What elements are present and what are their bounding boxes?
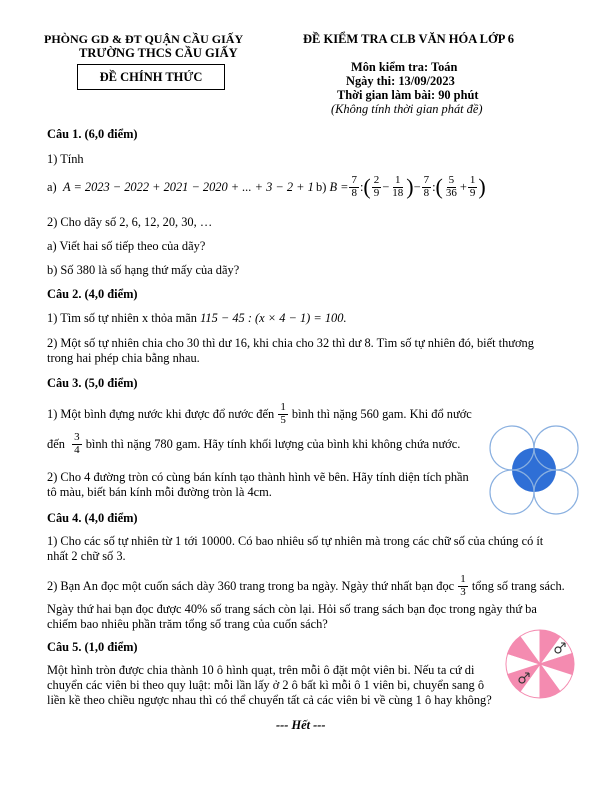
fraction: $\frac{3}{4}$ [74, 430, 80, 456]
q3-part1-line1: 1) Một bình đựng nước khi được đổ nước đến $\frac{1}{5}$ bình thì nặng 560 gam. Khi đổ nước [47, 400, 472, 426]
q1-part1: 1) Tính [47, 152, 84, 166]
q1-b-lhs: B = [329, 179, 349, 194]
exam-title: ĐỀ KIỂM TRA CLB VĂN HÓA LỚP 6 [303, 32, 515, 46]
paren-open: ( [363, 174, 371, 199]
exam-duration: Thời gian làm bài: 90 phút [337, 88, 479, 102]
circle-bottom-left [490, 470, 534, 514]
wheel-sectors [506, 630, 574, 698]
circle-top-left [490, 426, 534, 470]
fraction: $\frac{1}{9}$ [469, 173, 476, 199]
paren-close: ) [478, 174, 486, 199]
circle-bottom-right [534, 470, 578, 514]
q1-part2a: a) Viết hai số tiếp theo của dãy? [47, 239, 206, 253]
q3-title: Câu 3. (5,0 điểm) [47, 376, 138, 390]
official-label: ĐỀ CHÍNH THỨC [99, 70, 203, 84]
end-marker: --- Hết --- [276, 718, 326, 732]
q1-part2: 2) Cho dãy số 2, 6, 12, 20, 30, … [47, 215, 213, 229]
department-name: PHÒNG GD & ĐT QUẬN CẦU GIẤY [44, 32, 244, 46]
official-box [77, 64, 225, 90]
q4-part2-line2: Ngày thứ hai bạn đọc được 40% số trang sách còn lại. Hỏi số trang sách bạn đọc trong ngày thứ ba chiếm bao nhiêu phần trăm tổng số trang của cuốn sách? [47, 602, 537, 631]
fraction: $\frac{7}{8}$ [423, 173, 430, 199]
q4-part1: 1) Cho các số tự nhiên từ 1 tới 10000. Có bao nhiêu số tự nhiên mà trong các chữ số của chúng có ít nhất 2 chữ số 3. [47, 534, 544, 563]
fraction: $\frac{7}{8}$ [351, 173, 357, 199]
q3-part1-line2: đến $\frac{3}{4}$ bình thì nặng 780 gam. Hãy tính khối lượng của bình khi không chứa nước. [47, 430, 461, 456]
q1-a-label: a) [47, 180, 57, 194]
four-circles-figure-icon [488, 424, 580, 516]
fraction: $\frac{1}{5}$ [280, 400, 286, 426]
pie-wheel-figure-icon [504, 628, 576, 700]
paren-close: ) [406, 174, 414, 199]
school-name: TRƯỜNG THCS CẦU GIẤY [79, 46, 238, 60]
exam-date: Ngày thi: 13/09/2023 [346, 74, 455, 88]
q3-part2: 2) Cho 4 đường tròn có cùng bán kính tạo thành hình vẽ bên. Hãy tính diện tích phần tô màu, biết bán kính mỗi đường tròn là 4cm. [47, 470, 469, 499]
exam-note: (Không tính thời gian phát đề) [331, 102, 483, 116]
q5-part1: Một hình tròn được chia thành 10 ô hình quạt, trên mỗi ô đặt một viên bi. Nếu ta cứ di chuyển các viên bi theo quy luật: mỗi lần lấy ở 2 ô bất kì mỗi ô 1 viên bi, chuyển sang ô liền kề theo chiều ngược nhau thì có thể chuyển tất cả các viên bi về cùng 1 ô hay không? [47, 663, 492, 707]
fraction: $\frac{1}{18}$ [392, 173, 404, 199]
q1-b-label: b) [316, 179, 327, 194]
q4-title: Câu 4. (4,0 điểm) [47, 511, 138, 525]
q2-title: Câu 2. (4,0 điểm) [47, 287, 138, 301]
q1-b-expression: b) B = $\frac{7}{8}$ : ( $\frac{2}{9}$ − $\frac{1}{18}$ ) − $\frac{7}{8}$ : ( $\frac{5}{36}$ + $\frac{1}{9}$ ) [316, 173, 486, 199]
fraction: $\frac{1}{3}$ [460, 572, 466, 598]
q1-a-expression: A = 2023 − 2022 + 2021 − 2020 + ... + 3 − 2 + 1 [63, 180, 314, 194]
circle-top-right [534, 426, 578, 470]
q2-part1: 1) Tìm số tự nhiên x thỏa mãn 115 − 45 : (x × 4 − 1) = 100. [47, 311, 347, 325]
q5-title: Câu 5. (1,0 điểm) [47, 640, 138, 654]
fraction: $\frac{5}{36}$ [445, 173, 457, 199]
shaded-region [512, 448, 556, 492]
q4-part2-line1: 2) Bạn An đọc một cuốn sách dày 360 trang trong ba ngày. Ngày thứ nhất bạn đọc $\frac{1}{3}$ tổng số trang sách. [47, 572, 565, 598]
q2-part2: 2) Một số tự nhiên chia cho 30 thì dư 16, khi chia cho 32 thì dư 8. Tìm số tự nhiên đó, biết thương trong hai phép chia bằng nhau. [47, 336, 534, 365]
q1-title: Câu 1. (6,0 điểm) [47, 127, 138, 141]
paren-open: ( [435, 174, 443, 199]
fraction: $\frac{2}{9}$ [373, 173, 380, 199]
exam-subject: Môn kiểm tra: Toán [351, 60, 458, 74]
q1-part2b: b) Số 380 là số hạng thứ mấy của dãy? [47, 263, 240, 277]
